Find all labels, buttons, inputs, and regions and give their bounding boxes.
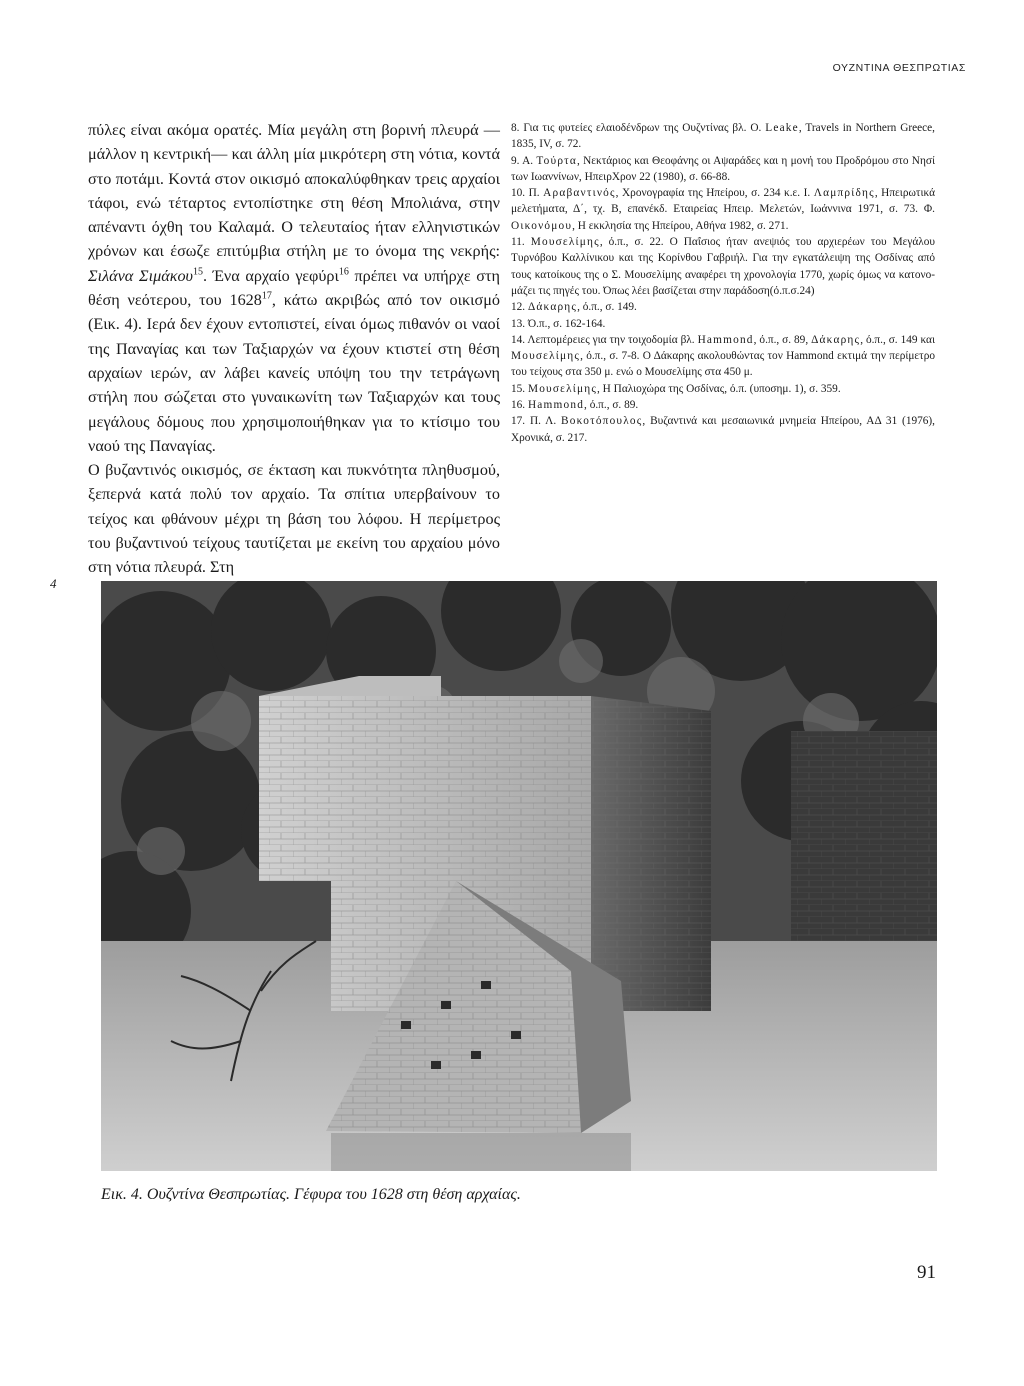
page-number: 91 (917, 1262, 936, 1283)
footnote-ref[interactable]: 17 (261, 290, 272, 302)
figure-caption: Εικ. 4. Ουζντίνα Θεσπρωτίας. Γέφυρα του 1628 στη θέση αρχαίας. (101, 1186, 521, 1203)
bridge-photo (101, 581, 937, 1171)
footnote-15: 15. Μουσελίμης, Η Παλιοχώρα της Οσδίνας, ό.π. (υποσημ. 1), σ. 359. (511, 382, 841, 395)
footnote-14: 14. Λεπτομέρειες για την τοιχοδομία βλ. Hammond, ό.π., σ. 89, Δάκαρης, ό.π., σ. 149 και Μουσελίμης, ό.π., σ. 7-8. Ο Δάκαρης ακολουθώντας τον Hammond εκτιμά την περίμετρο του τείχους στα 350 μ. ενώ ο Μουσελίμης στα 450 μ. (511, 333, 935, 379)
footnote-8: 8. Για τις φυτείες ελαιοδένδρων της Ουζντίνας βλ. Ο. Leake, Travels in Northern Greece, 1835, IV, σ. 72. (511, 122, 935, 151)
paragraph-1: πύλες είναι ακόμα ορατές. Μία μεγάλη στη βορινή πλευρά —μάλλον η κεντρική— και άλλη μία μικρότερη στη νότια, κοντά στο ποτάμι. Κοντά στον οικισμό αποκαλύφθηκαν τρεις αρχαίοι τάφοι, ενώ τέταρτος εντοπίστηκε στη θέση Μπολιάνα, στην απέναντι όχθη του Καλαμά. Ο τελευταίος ήταν ελληνιστικών χρόνων και έσωζε επιτύμβια στήλη με το όνομα της νεκρής: Σιλάνα Σιμάκου$^{15}$. Ένα αρχαίο γεφύρι$^{16}$ πρέπει να υπήρχε στη θέση νεότερου, του 1628$^{17}$, κάτω ακριβώς από τον οικισμό (Εικ. 4). Ιερά δεν έχουν εντοπιστεί, είναι όμως πιθανόν οι ναοί της Παναγίας και των Ταξιαρχών να έχουν κτιστεί στη θέση αρχαίων ιερών, αν λάβει κανείς υπόψη του την τετράγωνη στήλη που σώζεται στο γυναικωνίτη των Ταξιαρχών και τους μεγάλους δόμους που χρησιμοποιήθηκαν για το κτίσιμο του ναού της Παναγίας. (88, 121, 501, 455)
footnote-17: 17. Π. Λ. Βοκοτόπουλος, Βυζαντινά και μεσαιωνικά μνημεία Ηπείρου, ΑΔ 31 (1976), Χρονικά, σ. 217. (511, 415, 936, 444)
paragraph-2: Ο βυζαντινός οικισμός, σε έκταση και πυκνότητα πληθυσμού, ξεπερνά κατά πολύ τον αρχαίο. Τα σπίτια υπερβαίνουν το τείχος και φθάνουν μέχρι τη βάση του λόφου. Η περίμετρος του βυζαντινού τείχους ταυτίζεται με εκείνη του αρχαίου μόνο στη νότια πλευρά. Στη (88, 461, 500, 577)
running-head: ΟΥΖΝΤΙΝΑ ΘΕΣΠΡΩΤΙΑΣ (832, 62, 966, 74)
inscription-name: Σιλάνα Σιμάκου (88, 266, 193, 285)
footnotes-column (511, 120, 935, 446)
bridge-photo-drawing (101, 581, 937, 1171)
main-text-column (88, 118, 500, 580)
figure-margin-number: 4 (50, 576, 57, 591)
footnote-ref[interactable]: 15 (193, 266, 203, 278)
footnote-9: 9. Α. Τούρτα, Νεκτάριος και Θεοφάνης οι Αψαράδες και η μονή του Προδρόμου στο Νησί των Ιωαννίνων, ΗπειρΧρον 22 (1980), σ. 66-88. (511, 154, 935, 183)
footnote-13: 13. Ό.π., σ. 162-164. (511, 317, 606, 330)
footnote-ref[interactable]: 16 (338, 266, 349, 278)
footnote-10: 10. Π. Αραβαντινός, Χρονογραφία της Ηπείρου, σ. 234 κ.ε. Ι. Λαμπρίδης, Ηπειρωτικά μελετήματα, Δ΄, τχ. Β, επανέκδ. Εταιρείας Ηπειρ. Μελετών, Ιωάννινα 1971, σ. 73. Φ. Οικονόμου, Η εκκλησία της Ηπείρου, Αθήνα 1982, σ. 271. (511, 187, 935, 232)
footnote-16: 16. Hammond, ό.π., σ. 89. (511, 399, 639, 412)
footnote-11: 11. Μουσελίμης, ό.π., σ. 22. Ο Παΐσιος ήταν ανεψιός του αρχιερέων του Μεγάλου Τυρνόβου Καλλίνικου και της Κορίνθου Γαβριήλ. Για την εγκατάλειψη της Οσδίνας από τους κατοίκους της ο Σ. Μουσελίμης αναφέρει τη χρονολογία 1770, χωρίς όμως να κατονομάζει τις πηγές του. Όπως λέει βασίζεται στην παράδοση(ό.π.σ.24) (511, 236, 936, 297)
footnote-12: 12. Δάκαρης, ό.π., σ. 149. (511, 301, 637, 314)
